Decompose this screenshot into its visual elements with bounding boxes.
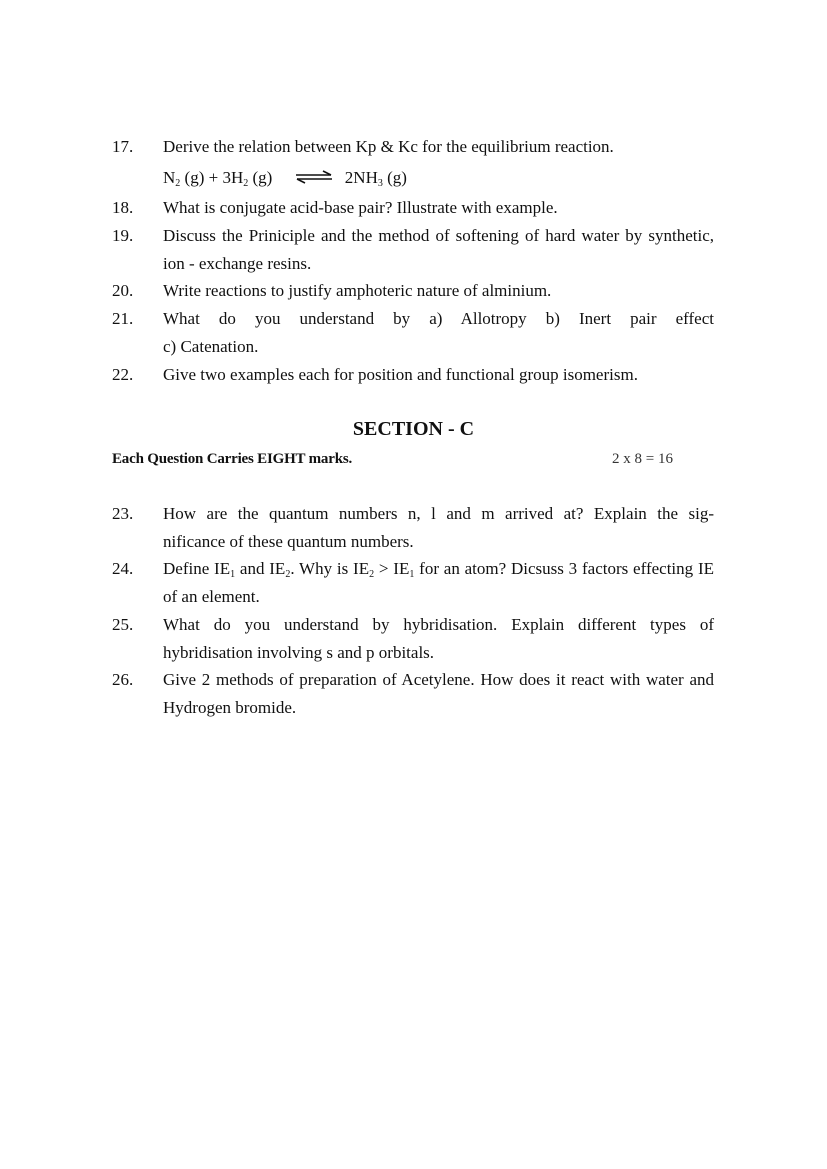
text-span: for an atom? Dicsuss 3 factors effecting IE of an element. [163,559,714,606]
eq-sub: 2 [243,178,249,189]
text-span: > IE [374,559,410,578]
question-number: 23. [112,504,134,523]
question-text: Derive the relation between Kp & Kc for the equilibrium reaction. [163,137,614,156]
subscript: 1 [409,569,415,580]
question-19 [112,222,714,277]
question-number: 26. [112,670,134,689]
equilibrium-equation [163,166,407,190]
question-22 [112,361,714,389]
text-span: . Why is IE [290,559,370,578]
question-text-line2: c) Catenation. [163,336,259,356]
question-number: 24. [112,559,134,578]
question-text-line2: nificance of these quantum numbers. [163,531,414,551]
subscript: 2 [369,569,375,580]
subscript: 2 [285,569,291,580]
question-23 [112,500,714,555]
question-text [163,555,714,610]
question-text-line1: What do you understand by a) Allotropy b) Inert pair effect [163,309,714,328]
question-text: What is conjugate acid-base pair? Illustrate with example. [163,198,558,217]
question-number: 19. [112,226,134,245]
text-span: and IE [235,559,286,578]
question-text: Give 2 methods of preparation of Acetylene. How does it react with water and Hydrogen bromide. [163,670,714,717]
question-number: 18. [112,198,134,217]
question-20 [112,277,714,305]
subscript: 1 [230,569,236,580]
eq-text: (g) [382,168,407,187]
question-24 [112,555,714,610]
eq-reactant-n: N [163,168,176,187]
question-text: What do you understand by hybridisation. Explain different types of hybridisation involving s and p orbitals. [163,615,714,662]
eq-product: 2NH [344,168,378,187]
question-25 [112,611,714,666]
question-text-line1: How are the quantum numbers n, l and m arrived at? Explain the sig- [163,504,714,523]
section-title: SECTION - C [352,418,475,440]
question-17 [112,133,714,161]
question-18 [112,194,714,222]
question-21 [112,305,714,360]
question-number: 20. [112,281,134,300]
question-number: 17. [112,137,134,156]
question-number: 22. [112,365,134,384]
eq-text: (g) [248,168,273,187]
section-instructions: Each Question Carries EIGHT marks. [112,451,353,467]
text-span: Define IE [163,559,231,578]
question-text: Write reactions to justify amphoteric nature of alminium. [163,281,552,300]
question-number: 25. [112,615,134,634]
section-marks: 2 x 8 = 16 [612,451,673,467]
eq-sub: 2 [175,178,181,189]
equilibrium-arrow-icon [295,170,333,184]
question-text: Give two examples each for position and functional group isomerism. [163,365,638,384]
eq-sub: 3 [377,178,383,189]
eq-text: (g) + 3H [180,168,244,187]
question-26 [112,666,714,721]
question-text: Discuss the Priniciple and the method of softening of hard water by synthetic, ion - exchange resins. [163,226,714,273]
question-number: 21. [112,309,134,328]
